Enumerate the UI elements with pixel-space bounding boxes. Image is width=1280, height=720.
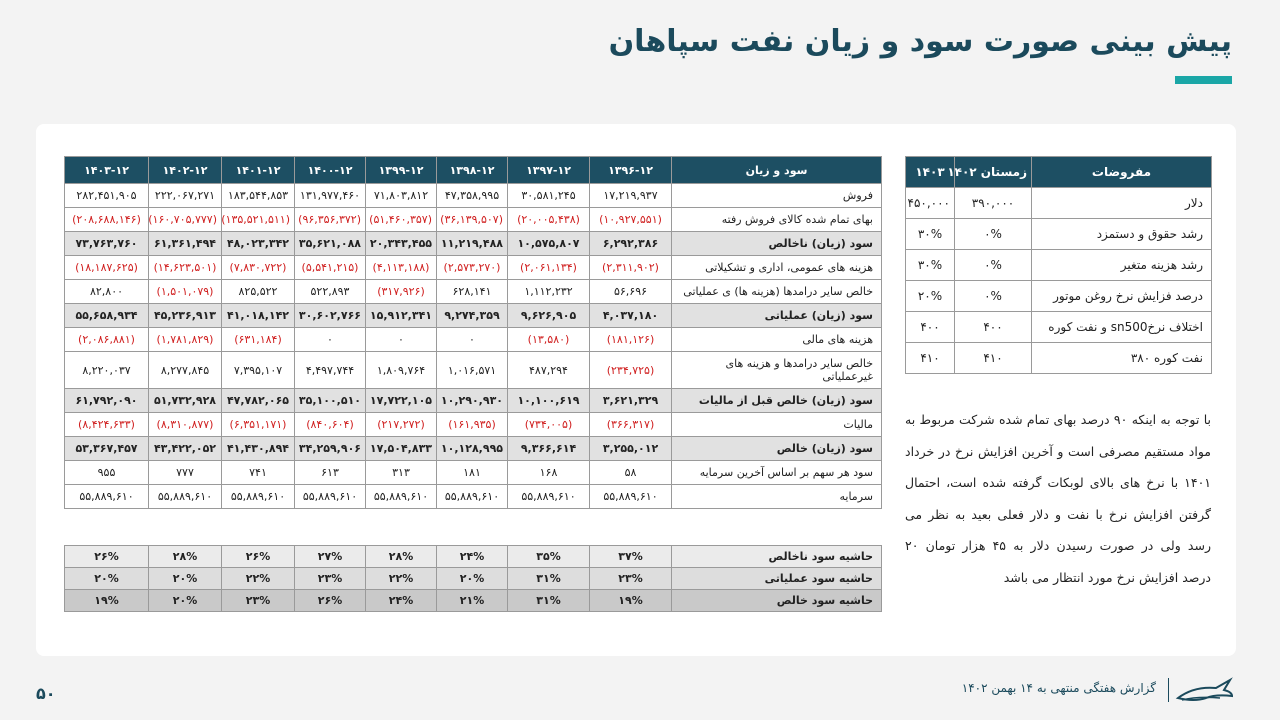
table-cell: (۸,۴۲۴,۶۳۳) [65,413,149,437]
row-label: نفت کوره ۳۸۰ [1032,343,1212,374]
table-cell: ۲۳% [295,568,366,590]
table-cell: ۹,۳۶۶,۶۱۴ [508,437,590,461]
row-label: سود (زیان) ناخالص [672,232,882,256]
table-cell: ۲۰% [437,568,508,590]
table-row [65,437,882,461]
table-row [65,184,882,208]
table-cell: ۲۳% [590,568,672,590]
table-cell: ۲۲% [366,568,437,590]
row-label: فروش [672,184,882,208]
table-row [65,389,882,413]
table-cell: ۲۰% [149,590,222,612]
table-cell: ۴۱,۴۳۰,۸۹۴ [222,437,295,461]
row-label: اختلاف نرخsn500 و نفت کوره [1032,312,1212,343]
table-cell: ۳,۶۲۱,۳۲۹ [590,389,672,413]
table-cell: ۶۱۳ [295,461,366,485]
margin-table [64,545,882,612]
table-cell: ۰ [366,328,437,352]
table-cell: ۵۱,۷۳۲,۹۲۸ [149,389,222,413]
table-cell: ۹۵۵ [65,461,149,485]
table-cell: ۱۱,۲۱۹,۴۸۸ [437,232,508,256]
table-cell: ۴,۴۹۷,۷۴۴ [295,352,366,389]
table-cell: ۱۰,۵۷۵,۸۰۷ [508,232,590,256]
table-cell: (۲۰۸,۶۸۸,۱۴۶) [65,208,149,232]
table-cell: ۴۱,۰۱۸,۱۴۲ [222,304,295,328]
table-cell: (۲۰,۰۰۵,۴۳۸) [508,208,590,232]
table-cell: ۳۷% [590,546,672,568]
table-cell: ۳,۲۵۵,۰۱۲ [590,437,672,461]
table-cell: ۱۳۱,۹۷۷,۴۶۰ [295,184,366,208]
table-cell: ۰% [955,281,1032,312]
table-cell: ۲۴% [437,546,508,568]
col-header: زمستان ۱۴۰۲ [955,157,1032,188]
table-cell: (۱۳,۵۸۰) [508,328,590,352]
table-cell: ۸۲۵,۵۲۲ [222,280,295,304]
table-cell: ۴۸,۰۲۳,۳۴۲ [222,232,295,256]
table-cell: ۵۵,۸۸۹,۶۱۰ [437,485,508,509]
table-cell: (۱۴,۶۲۳,۵۰۱) [149,256,222,280]
table-cell: ۲۴% [366,590,437,612]
table-row [65,208,882,232]
table-cell: ۸,۲۷۷,۸۴۵ [149,352,222,389]
table-row [65,232,882,256]
table-cell: ۴,۰۳۷,۱۸۰ [590,304,672,328]
table-cell: (۱,۵۰۱,۰۷۹) [149,280,222,304]
row-label: خالص سایر درامدها (هزینه ها) ی عملیاتی [672,280,882,304]
table-cell: ۰ [295,328,366,352]
table-cell: (۳۶۶,۳۱۷) [590,413,672,437]
table-cell: ۴۷,۳۵۸,۹۹۵ [437,184,508,208]
table-cell: (۱۸۱,۱۲۶) [590,328,672,352]
table-cell: ۲۸% [149,546,222,568]
table-cell: ۱,۸۰۹,۷۶۴ [366,352,437,389]
table-cell: ۵۵,۸۸۹,۶۱۰ [222,485,295,509]
table-cell: ۵۵,۸۸۹,۶۱۰ [149,485,222,509]
row-label: حاشیه سود ناخالص [672,546,882,568]
table-cell: ۳۵,۶۲۱,۰۸۸ [295,232,366,256]
table-cell: ۷۳,۷۶۳,۷۶۰ [65,232,149,256]
table-cell: (۷۳۴,۰۰۵) [508,413,590,437]
table-cell: (۲۳۴,۷۲۵) [590,352,672,389]
table-row [65,485,882,509]
row-label: هزینه های عمومی، اداری و تشکیلاتی [672,256,882,280]
table-cell: ۲۶% [222,546,295,568]
table-cell: ۴۸۷,۲۹۴ [508,352,590,389]
table-cell: (۱۶۰,۷۰۵,۷۷۷) [149,208,222,232]
table-header-row [65,157,882,184]
col-header: ۱۴۰۱-۱۲ [222,157,295,184]
table-cell: ۲۶% [295,590,366,612]
row-label: حاشیه سود خالص [672,590,882,612]
margin-row [65,568,882,590]
col-header: ۱۴۰۳-۱۲ [65,157,149,184]
page-title: پیش بینی صورت سود و زیان نفت سپاهان [608,24,1232,59]
row-label: حاشیه سود عملیاتی [672,568,882,590]
table-cell: ۹,۲۷۴,۳۵۹ [437,304,508,328]
assumption-row [906,312,1212,343]
table-cell: ۴۰۰ [955,312,1032,343]
footer-report-text: گزارش هفتگی منتهی به ۱۴ بهمن ۱۴۰۲ [961,681,1156,695]
row-label: هزینه های مالی [672,328,882,352]
table-cell: (۱۸,۱۸۷,۶۲۵) [65,256,149,280]
col-header: ۱۴۰۲-۱۲ [149,157,222,184]
table-cell: ۶۲۸,۱۴۱ [437,280,508,304]
table-cell: ۳۵% [508,546,590,568]
table-cell: ۴۷,۷۸۲,۰۶۵ [222,389,295,413]
table-cell: ۳۱% [508,590,590,612]
table-cell: ۱,۱۱۲,۲۳۲ [508,280,590,304]
table-cell: ۵۲۲,۸۹۳ [295,280,366,304]
margin-row [65,546,882,568]
col-header: ۱۴۰۰-۱۲ [295,157,366,184]
row-label: خالص سایر درامدها و هزینه های غیرعملیاتی [672,352,882,389]
table-cell: ۳۱% [508,568,590,590]
table-header-row [906,157,1212,188]
table-cell: ۰% [955,250,1032,281]
table-cell: ۱۵,۹۱۲,۳۴۱ [366,304,437,328]
table-row [65,328,882,352]
assumption-row [906,188,1212,219]
title-accent-bar [1175,76,1232,84]
table-cell: ۶۱,۷۹۲,۰۹۰ [65,389,149,413]
row-label: رشد هزینه متغیر [1032,250,1212,281]
assumptions-table [905,156,1212,374]
table-cell: (۱۶۱,۹۳۵) [437,413,508,437]
table-cell: ۶,۲۹۲,۳۸۶ [590,232,672,256]
table-cell: (۲,۰۶۱,۱۳۴) [508,256,590,280]
table-cell: (۹۶,۳۵۶,۳۷۲) [295,208,366,232]
table-cell: (۲,۰۸۶,۸۸۱) [65,328,149,352]
col-header: ۱۳۹۶-۱۲ [590,157,672,184]
table-cell: ۲۸۲,۴۵۱,۹۰۵ [65,184,149,208]
table-cell: ۵۵,۶۵۸,۹۳۴ [65,304,149,328]
row-label: سرمایه [672,485,882,509]
table-cell: ۱۰,۱۰۰,۶۱۹ [508,389,590,413]
row-label: سود (زیان) عملیاتی [672,304,882,328]
table-cell: (۸۴۰,۶۰۴) [295,413,366,437]
table-cell: ۳۰,۵۸۱,۲۴۵ [508,184,590,208]
row-label: درصد فزایش نرخ روغن موتور [1032,281,1212,312]
table-cell: ۲۱% [437,590,508,612]
assumption-row [906,343,1212,374]
table-row [65,304,882,328]
table-cell: ۵۸ [590,461,672,485]
col-header: ۱۳۹۷-۱۲ [508,157,590,184]
table-cell: (۱۰,۹۲۷,۵۵۱) [590,208,672,232]
table-cell: ۱۷,۲۱۹,۹۳۷ [590,184,672,208]
table-cell: ۱۶۸ [508,461,590,485]
table-cell: (۲۱۷,۲۷۲) [366,413,437,437]
table-cell: ۲۰,۳۴۳,۴۵۵ [366,232,437,256]
col-header: سود و زیان [672,157,882,184]
table-cell: ۹,۶۲۶,۹۰۵ [508,304,590,328]
table-cell: ۱۷,۵۰۴,۸۳۳ [366,437,437,461]
row-label: بهای تمام شده کالای فروش رفته [672,208,882,232]
table-row [65,256,882,280]
table-cell: ۱۹% [590,590,672,612]
table-row [65,352,882,389]
row-label: دلار [1032,188,1212,219]
table-cell: ۷۷۷ [149,461,222,485]
table-cell: ۲۷% [295,546,366,568]
table-cell: ۲۰% [906,281,955,312]
table-cell: ۲۲% [222,568,295,590]
table-cell: ۲۰% [65,568,149,590]
table-cell: (۴,۱۱۳,۱۸۸) [366,256,437,280]
table-cell: ۱,۰۱۶,۵۷۱ [437,352,508,389]
assumption-row [906,250,1212,281]
footer-divider [1168,678,1169,702]
table-cell: ۰ [437,328,508,352]
col-header: ۱۳۹۸-۱۲ [437,157,508,184]
col-header: مفروضات [1032,157,1212,188]
table-cell: (۶۳۱,۱۸۴) [222,328,295,352]
table-cell: ۵۵,۸۸۹,۶۱۰ [295,485,366,509]
table-cell: ۵۳,۳۶۷,۴۵۷ [65,437,149,461]
table-cell: ۳۵,۱۰۰,۵۱۰ [295,389,366,413]
table-cell: ۳۰,۶۰۲,۷۶۶ [295,304,366,328]
table-cell: (۷,۸۳۰,۷۲۲) [222,256,295,280]
table-cell: ۱۷,۷۲۲,۱۰۵ [366,389,437,413]
row-label: رشد حقوق و دستمزد [1032,219,1212,250]
table-cell: ۲۰% [149,568,222,590]
table-cell: (۱۳۵,۵۲۱,۵۱۱) [222,208,295,232]
row-label: سود (زیان) خالص قبل از مالیات [672,389,882,413]
table-cell: ۳۹۰,۰۰۰ [955,188,1032,219]
table-cell: ۸۲,۸۰۰ [65,280,149,304]
row-label: سود (زیان) خالص [672,437,882,461]
col-header: ۱۳۹۹-۱۲ [366,157,437,184]
table-cell: ۵۶,۶۹۶ [590,280,672,304]
table-cell: ۸,۲۲۰,۰۳۷ [65,352,149,389]
assumption-row [906,281,1212,312]
assumption-row [906,219,1212,250]
table-cell: ۵۵,۸۸۹,۶۱۰ [65,485,149,509]
row-label: مالیات [672,413,882,437]
table-cell: ۱۸۱ [437,461,508,485]
analysis-note: با توجه به اینکه ۹۰ درصد بهای تمام شده شرکت مربوط به مواد مستقیم مصرفی است و آخرین افزایش نرخ در خرداد ۱۴۰۱ با نرخ های بالای لوبکات گرفته شده است، احتمال گرفتن افزایش نرخ با نفت و دلار فعلی بعید به نظر می رسد ولی در صورت رسیدن دلار به ۴۵ هزار تومان ۲۰ درصد افزایش نرخ مورد انتظار می باشد [905,412,1212,585]
table-cell: (۵۱,۴۶۰,۳۵۷) [366,208,437,232]
table-cell: (۳۱۷,۹۲۶) [366,280,437,304]
table-cell: ۴۵,۲۳۶,۹۱۳ [149,304,222,328]
col-header: ۱۴۰۳ [906,157,955,188]
table-cell: ۱۹% [65,590,149,612]
table-cell: ۷۴۱ [222,461,295,485]
table-cell: ۷,۳۹۵,۱۰۷ [222,352,295,389]
table-row [65,413,882,437]
table-row [65,461,882,485]
table-cell: (۸,۳۱۰,۸۷۷) [149,413,222,437]
table-cell: ۳۱۳ [366,461,437,485]
table-cell: ۵۵,۸۸۹,۶۱۰ [590,485,672,509]
table-cell: ۶۱,۳۶۱,۴۹۴ [149,232,222,256]
table-cell: (۲,۳۱۱,۹۰۲) [590,256,672,280]
table-cell: (۳۶,۱۳۹,۵۰۷) [437,208,508,232]
company-logo-icon [1176,676,1234,704]
table-cell: ۲۲۲,۰۶۷,۲۷۱ [149,184,222,208]
table-cell: ۵۵,۸۸۹,۶۱۰ [508,485,590,509]
table-cell: ۴۱۰ [955,343,1032,374]
income-statement-table [64,156,882,509]
table-cell: ۴۰۰ [906,312,955,343]
table-cell: ۳۰% [906,250,955,281]
table-cell: ۴۳,۴۲۲,۰۵۲ [149,437,222,461]
table-cell: ۷۱,۸۰۳,۸۱۲ [366,184,437,208]
table-cell: ۱۰,۲۹۰,۹۳۰ [437,389,508,413]
table-cell: ۴۱۰ [906,343,955,374]
table-cell: ۴۵۰,۰۰۰ [906,188,955,219]
table-cell: (۵,۵۴۱,۲۱۵) [295,256,366,280]
table-cell: ۱۰,۱۲۸,۹۹۵ [437,437,508,461]
table-cell: ۲۸% [366,546,437,568]
row-label: سود هر سهم بر اساس آخرین سرمایه [672,461,882,485]
margin-row [65,590,882,612]
table-cell: ۳۴,۲۵۹,۹۰۶ [295,437,366,461]
table-cell: ۲۶% [65,546,149,568]
table-cell: ۱۸۳,۵۴۴,۸۵۳ [222,184,295,208]
table-cell: ۰% [955,219,1032,250]
table-cell: ۳۰% [906,219,955,250]
table-cell: (۲,۵۷۳,۲۷۰) [437,256,508,280]
table-cell: ۲۳% [222,590,295,612]
table-cell: (۱,۷۸۱,۸۲۹) [149,328,222,352]
page-number: ۵۰ [36,684,56,703]
table-cell: (۶,۳۵۱,۱۷۱) [222,413,295,437]
table-row [65,280,882,304]
table-cell: ۵۵,۸۸۹,۶۱۰ [366,485,437,509]
